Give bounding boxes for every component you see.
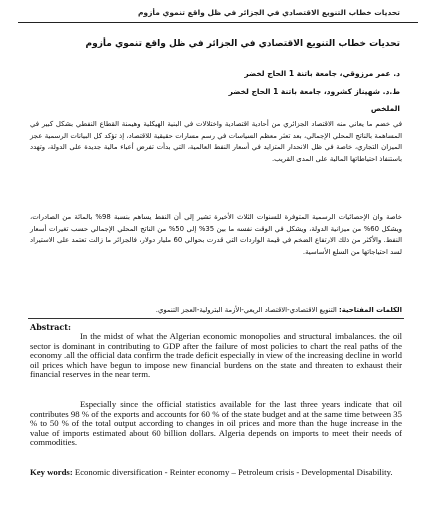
english-keywords-label: Key words:: [30, 467, 73, 477]
header-rule: [18, 22, 418, 23]
english-abstract-paragraph-2: [30, 400, 402, 448]
arabic-abstract-paragraph-1: في خضم ما يعاني منه الاقتصاد الجزائري من أحادية اقتصادية واختلالات في البنية الهيكلية وهيمنة القطاع النفطي بشكل كبير في المساهمة بالناتج المحلي الإجمالي، بعد تعثر معظم السياسات في رسم مسارات حقيقية للاقتصاد، إذ تؤكد كل البيانات الرسمية عجز الميزان التجاري، خاصة في ظل الانحدار المتزايد في أسعار النفط العالمية، التي بدأت تفرض أعباء مالية جديدة على الدولة، وتهدد باستنفاذ احتياطاتها المالية على المدى القريب.: [30, 120, 402, 163]
author-2: ط.د. شهيناز كشرود، جامعة باتنة 1 الحاج لخضر: [228, 87, 400, 96]
arabic-keywords-label: الكلمات المفتاحية:: [339, 306, 402, 314]
english-abstract-paragraph-1: [30, 332, 402, 380]
article-title: تحديات خطاب التنويع الاقتصادي في الجزائر في ظل واقع تنموي مأزوم: [85, 39, 400, 49]
english-abstract-heading: Abstract:: [30, 322, 71, 332]
arabic-keywords: [30, 305, 402, 315]
arabic-keywords-text: التنويع الاقتصادي-الاقتصاد الريعي-الأزمة البترولية-العجز التنموي.: [155, 306, 337, 314]
english-abstract-paragraph-1-text: In the midst of what the Algerian economic monopolies and structural imbalances. the oil sector is dominant in contributing to GDP after the failure of most policies to chart the real paths of the economy .all the official data confirm the trade deficit especially in view of the increasing decline in world oil prices which have begun to impose new financial burdens on the state and threaten to exhaust their financial reserves in the near term.: [30, 331, 402, 380]
english-keywords: [30, 468, 402, 478]
author-1: د. عمر مرزوقي، جامعة باتنة 1 الحاج لخضر: [244, 69, 400, 78]
english-keywords-text: Economic diversification - Reinter economy – Petroleum crisis - Developmental Disability.: [74, 467, 393, 477]
arabic-abstract-paragraph-2: خاصة وان الإحصائيات الرسمية المتوفرة للسنوات الثلاث الأخيرة تشير إلى أن النفط يساهم بنسبة 98% بالمائة من الصادرات، ويشكل 60% من ميزانية الدولة، ويشكل في الوقت نفسه ما بين 35% إلى 50% من الناتج المحلي الإجمالي حسب تغيرات أسعار النفط. والأكثر من ذلك الارتفاع الضخم في قيمة الواردات التي قدرت بحوالي 60 مليار دولار، فالجزائر ما زالت تعتمد على الاستيراد لسد احتياجاتها من السلع الأساسية.: [30, 213, 403, 256]
running-head: تحديات خطاب التنويع الاقتصادي في الجزائر في ظل واقع تنموي مأزوم: [137, 8, 400, 17]
abstract-divider: [28, 318, 404, 319]
arabic-abstract-heading: الملخص: [370, 104, 400, 113]
english-abstract-paragraph-2-text: Especially since the official statistics available for the last three years indicate that oil contributes 98 % of the exports and accounts for 60 % of the state budget and at the same time between 35 % to 50 % of the total output according to changes in oil prices and more than the huge increase in the value of imports estimated about 60 billion dollars. Algeria depends on imports to meet their needs of commodities.: [30, 399, 402, 448]
